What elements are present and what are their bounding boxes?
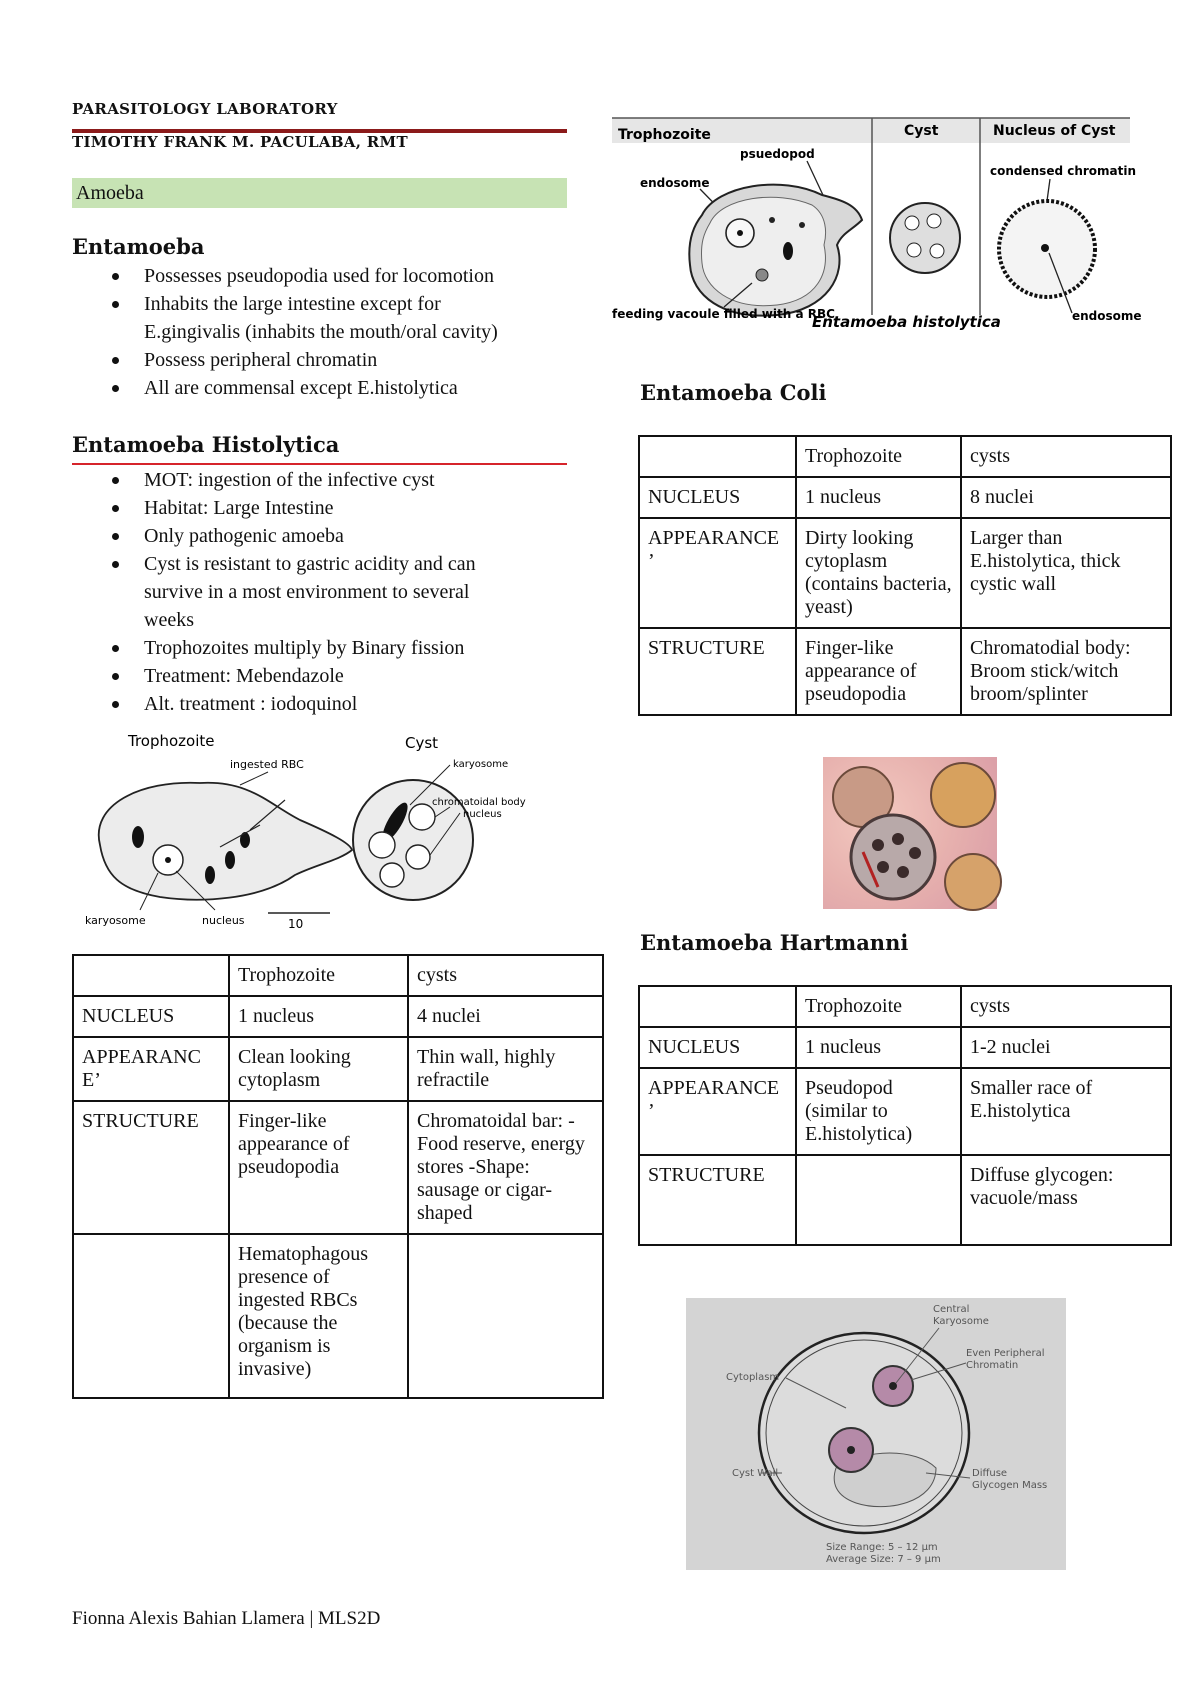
table-row <box>639 1027 1171 1068</box>
table-row <box>639 1068 1171 1155</box>
cyst-nucleus <box>905 216 919 230</box>
cyst-caption: Cyst <box>405 734 439 752</box>
table-row <box>73 955 603 996</box>
table-cell: STRUCTURE <box>639 628 796 715</box>
list-item: Alt. treatment : iodoquinol <box>72 690 592 718</box>
glycogen-label: Glycogen Mass <box>972 1480 1048 1491</box>
table-cell <box>73 955 229 996</box>
table-cell <box>639 436 796 477</box>
endosome-label: endosome <box>640 176 710 190</box>
trophozoite-endoplasm <box>701 197 825 305</box>
karyosome-cyst-label: karyosome <box>453 759 509 770</box>
table-cell <box>408 1234 603 1398</box>
table-row <box>639 628 1171 715</box>
list-item: Possess peripheral chromatin <box>72 346 592 374</box>
histolytica-diagram <box>80 725 600 940</box>
table-cell: 1-2 nuclei <box>961 1027 1171 1068</box>
histolytica-heading: Entamoeba Histolytica <box>72 432 340 457</box>
cytoplasm-label: Cytoplasm <box>726 1372 780 1383</box>
course-title: PARASITOLOGY LABORATORY <box>72 100 338 118</box>
cyst-nucleus <box>927 214 941 228</box>
pointer-line <box>240 772 268 785</box>
table-cell: STRUCTURE <box>639 1155 796 1245</box>
endosome-dot <box>737 230 743 236</box>
cyst-nucleus <box>369 832 395 858</box>
table-cell: Trophozoite <box>796 986 961 1027</box>
list-item: Inhabits the large intestine except for <box>72 290 592 318</box>
table-cell: Trophozoite <box>796 436 961 477</box>
list-item-continuation: survive in a most environment to several <box>144 581 470 603</box>
table-cell: Hematophagous presence of ingested RBCs (because the organism is invasive) <box>229 1234 408 1398</box>
table-cell: 8 nuclei <box>961 477 1171 518</box>
cyst-nucleus <box>380 863 404 887</box>
list-item: MOT: ingestion of the infective cyst <box>72 466 592 494</box>
even-peripheral-label: Even Peripheral <box>966 1348 1045 1359</box>
karyosome-dot <box>889 1382 897 1390</box>
entamoeba-bullets <box>72 262 592 402</box>
condensed-chromatin-label: condensed chromatin <box>990 164 1137 178</box>
table-cell: APPEARANCE ’ <box>639 518 796 628</box>
histolytica-rule <box>72 463 567 465</box>
table-row <box>639 518 1171 628</box>
ingested-rbc-label: ingested RBC <box>230 758 304 771</box>
table-cell: cysts <box>961 986 1171 1027</box>
table-row <box>73 996 603 1037</box>
list-item-continuation: weeks <box>144 609 194 631</box>
table-row <box>639 477 1171 518</box>
list-item: Treatment: Mebendazole <box>72 662 592 690</box>
table-row <box>639 1155 1171 1245</box>
rbc-mark <box>132 826 144 848</box>
table-cell: STRUCTURE <box>73 1101 229 1234</box>
table-cell: cysts <box>961 436 1171 477</box>
cyst-cell <box>890 203 960 273</box>
endosome-dot <box>1041 244 1049 252</box>
table-cell: APPEARANC E’ <box>73 1037 229 1101</box>
histolytica-stages-diagram <box>612 115 1142 355</box>
table-cell: 1 nucleus <box>796 477 961 518</box>
table-row <box>639 436 1171 477</box>
cyst-nucleus <box>907 243 921 257</box>
cyst-photo-nucleus <box>877 861 889 873</box>
hartmanni-heading: Entamoeba Hartmanni <box>640 930 909 955</box>
diffuse-label: Diffuse <box>972 1468 1008 1479</box>
cyst-photo-nucleus <box>897 866 909 878</box>
cyst-photo-blob <box>931 763 995 827</box>
entamoeba-heading: Entamoeba <box>72 234 205 259</box>
table-cell: 4 nuclei <box>408 996 603 1037</box>
coli-cyst-photo <box>823 757 997 909</box>
histolytica-table <box>72 954 604 1399</box>
karyosome-label: karyosome <box>85 914 146 927</box>
rbc-mark <box>205 866 215 884</box>
nucleus-cyst-label: nucleus <box>463 809 502 820</box>
table-cell: Diffuse glycogen: vacuole/mass <box>961 1155 1171 1245</box>
table-cell: Larger than E.histolytica, thick cystic wall <box>961 518 1171 628</box>
central-label: Central <box>933 1304 970 1315</box>
col-nucleus-of-cyst: Nucleus of Cyst <box>993 123 1116 139</box>
table-cell: Clean looking cytoplasm <box>229 1037 408 1101</box>
table-cell: Pseudopod (similar to E.histolytica) <box>796 1068 961 1155</box>
table-cell: NUCLEUS <box>73 996 229 1037</box>
karyosome-dot <box>847 1446 855 1454</box>
cell-inclusion <box>783 242 793 260</box>
karyosome-label: Karyosome <box>933 1316 989 1327</box>
table-cell: Chromatodial body: Broom stick/witch broom/splinter <box>961 628 1171 715</box>
histolytica-bullets <box>72 466 592 718</box>
cyst-nucleus <box>930 244 944 258</box>
footer-author: Fionna Alexis Bahian Llamera | MLS2D <box>72 1608 381 1629</box>
cell-inclusion <box>769 217 775 223</box>
cyst-photo-nucleus <box>909 847 921 859</box>
cyst-photo-nucleus <box>892 833 904 845</box>
chromatoidal-label: chromatoidal body <box>432 797 526 808</box>
rbc-mark <box>225 851 235 869</box>
table-cell: Smaller race of E.histolytica <box>961 1068 1171 1155</box>
scale-label: 10 <box>288 917 304 931</box>
cyst-photo-blob <box>945 854 1001 910</box>
table-cell: 1 nucleus <box>229 996 408 1037</box>
list-item: Possesses pseudopodia used for locomotion <box>72 262 592 290</box>
table-cell <box>73 1234 229 1398</box>
list-item: All are commensal except E.histolytica <box>72 374 592 402</box>
col-trophozoite: Trophozoite <box>618 127 711 143</box>
section-band: Amoeba <box>72 178 567 208</box>
table-cell: Dirty looking cytoplasm (contains bacteria, yeast) <box>796 518 961 628</box>
list-item: Cyst is resistant to gastric acidity and can <box>72 550 592 578</box>
table-cell: NUCLEUS <box>639 477 796 518</box>
list-item-continuation: E.gingivalis (inhabits the mouth/oral cavity) <box>144 321 498 343</box>
table-cell: 1 nucleus <box>796 1027 961 1068</box>
feeding-vacuole <box>756 269 768 281</box>
hartmanni-table <box>638 985 1172 1246</box>
trophozoite-caption: Trophozoite <box>128 732 215 750</box>
pseudopod-label: psuedopod <box>740 147 815 161</box>
table-row <box>73 1037 603 1101</box>
table-cell: NUCLEUS <box>639 1027 796 1068</box>
hartmanni-cyst-diagram <box>686 1298 1066 1570</box>
table-row <box>73 1234 603 1398</box>
karyosome-dot <box>165 857 171 863</box>
pointer-line <box>1047 179 1050 201</box>
coli-table <box>638 435 1172 716</box>
table-cell: APPEARANCE ’ <box>639 1068 796 1155</box>
cyst-wall-label: Cyst Wall <box>732 1468 779 1479</box>
cyst-nucleus <box>406 845 430 869</box>
endosome-label-2: endosome <box>1072 309 1142 323</box>
table-row <box>639 986 1171 1027</box>
species-caption: Entamoeba histolytica <box>812 313 1001 331</box>
list-item: Only pathogenic amoeba <box>72 522 592 550</box>
cyst-photo-nucleus <box>872 839 884 851</box>
col-cyst: Cyst <box>904 123 939 139</box>
table-cell: Thin wall, highly refractile <box>408 1037 603 1101</box>
table-cell: cysts <box>408 955 603 996</box>
feeding-vacuole-label: feeding vacoule filled with a RBC <box>612 307 835 321</box>
list-item: Habitat: Large Intestine <box>72 494 592 522</box>
average-size-label: Average Size: 7 – 9 µm <box>826 1554 941 1565</box>
rbc-mark <box>240 832 250 848</box>
table-cell <box>639 986 796 1027</box>
instructor-name: TIMOTHY FRANK M. PACULABA, RMT <box>72 133 408 151</box>
coli-heading: Entamoeba Coli <box>640 380 827 405</box>
table-cell <box>796 1155 961 1245</box>
size-range-label: Size Range: 5 – 12 µm <box>826 1542 938 1553</box>
table-cell: Finger-like appearance of pseudopodia <box>796 628 961 715</box>
table-row <box>73 1101 603 1234</box>
chromatin-label: Chromatin <box>966 1360 1019 1371</box>
table-cell: Chromatoidal bar: -Food reserve, energy stores -Shape: sausage or cigar-shaped <box>408 1101 603 1234</box>
list-item: Trophozoites multiply by Binary fission <box>72 634 592 662</box>
cell-inclusion <box>799 222 805 228</box>
table-cell: Finger-like appearance of pseudopodia <box>229 1101 408 1234</box>
nucleus-label: nucleus <box>202 914 245 927</box>
table-cell: Trophozoite <box>229 955 408 996</box>
